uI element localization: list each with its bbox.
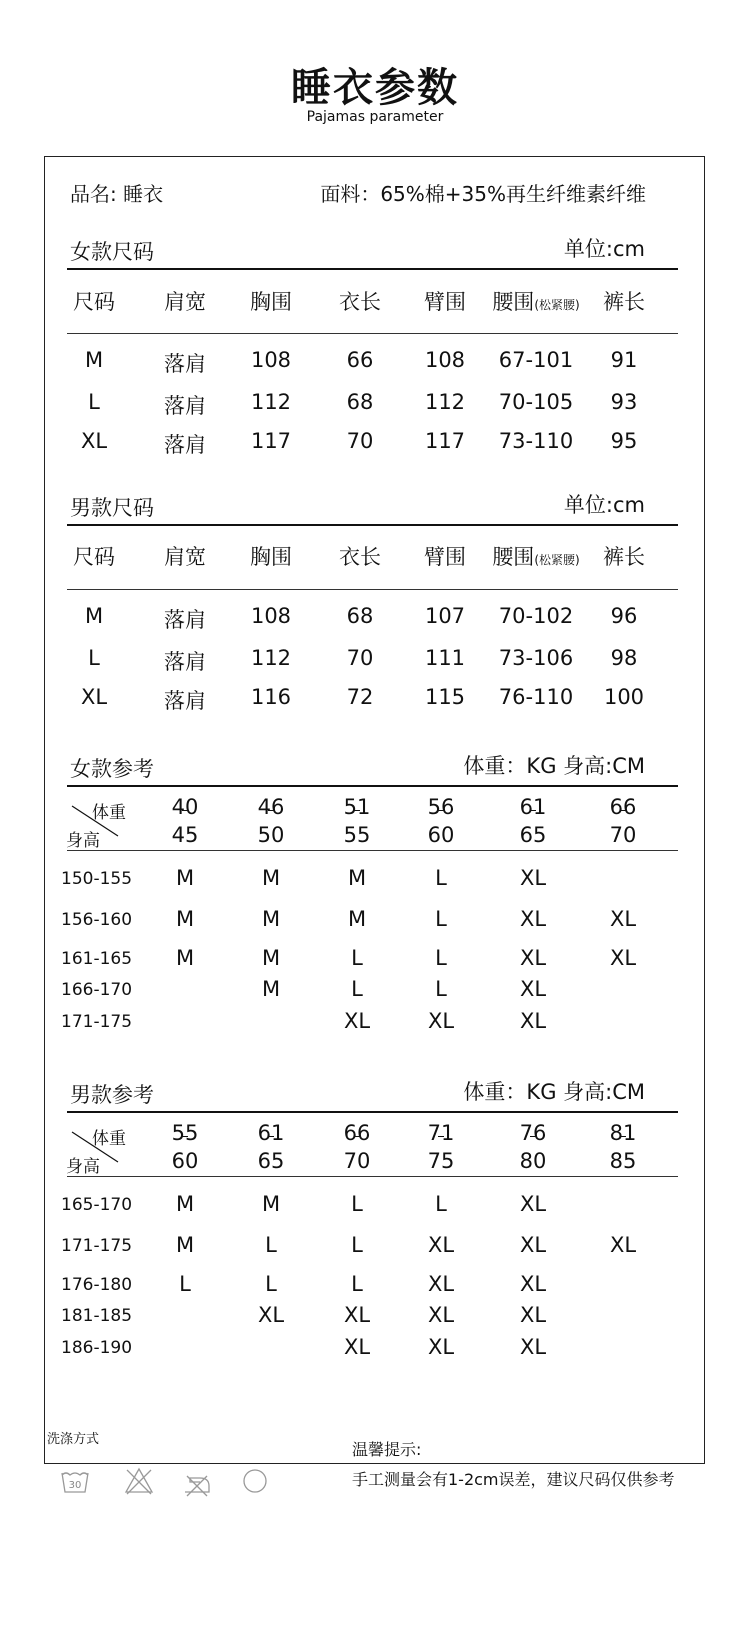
- weight-range-high: 85: [609, 1149, 637, 1173]
- size-cell: XL: [257, 1303, 285, 1327]
- table-cell: M: [84, 604, 104, 628]
- page-subtitle: Pajamas parameter: [306, 109, 444, 125]
- size-cell: M: [261, 866, 281, 890]
- divider: [67, 850, 678, 851]
- size-cell: XL: [519, 946, 547, 970]
- table-cell: 68: [346, 390, 374, 414]
- divider: [67, 268, 678, 270]
- table-cell: 100: [603, 685, 645, 709]
- column-header-waist: [476, 286, 596, 316]
- corner-height-label: 身高: [66, 1157, 100, 1177]
- size-cell: L: [351, 977, 363, 1001]
- corner-height-label: 身高: [66, 831, 100, 851]
- size-cell: L: [265, 1233, 277, 1257]
- size-cell: XL: [519, 1272, 547, 1296]
- table-cell: 66: [346, 348, 374, 372]
- divider: [67, 1111, 678, 1113]
- fabric-info: 面料：65%棉+35%再生纤维素纤维: [320, 182, 646, 206]
- weight-range-high: 80: [519, 1149, 547, 1173]
- size-cell: XL: [343, 1009, 371, 1033]
- waist-note: (松紧腰): [534, 298, 580, 312]
- weight-range-low: 76: [519, 1121, 547, 1145]
- tips-text: 手工测量会有1-2cm误差，建议尺码仅供参考: [352, 1470, 675, 1489]
- table-cell: 116: [250, 685, 292, 709]
- column-header: 臂围: [424, 290, 466, 314]
- table-cell: 96: [610, 604, 638, 628]
- table-cell: 115: [424, 685, 466, 709]
- height-range: 166-170: [61, 980, 133, 1000]
- weight-range-high: 45: [171, 823, 199, 847]
- table-cell: 73-110: [498, 429, 574, 453]
- corner-weight-label: 体重: [92, 1129, 126, 1149]
- men-ref-title: 男款参考: [70, 1083, 154, 1107]
- wash-temp: 30: [68, 1480, 82, 1491]
- range-dash: [268, 810, 274, 811]
- table-cell: L: [88, 390, 100, 414]
- size-cell: M: [261, 907, 281, 931]
- size-cell: M: [175, 907, 195, 931]
- table-cell: 68: [346, 604, 374, 628]
- size-cell: XL: [427, 1009, 455, 1033]
- care-title: 洗涤方式: [47, 1432, 100, 1447]
- weight-range-low: 81: [609, 1121, 637, 1145]
- size-cell: XL: [427, 1272, 455, 1296]
- range-dash: [268, 1136, 274, 1137]
- height-range: 171-175: [61, 1012, 133, 1032]
- size-cell: XL: [427, 1303, 455, 1327]
- size-cell: M: [261, 1192, 281, 1216]
- size-cell: M: [261, 946, 281, 970]
- size-cell: XL: [519, 1233, 547, 1257]
- men-size-unit: 单位:cm: [563, 493, 645, 517]
- range-dash: [354, 1136, 360, 1137]
- size-cell: XL: [343, 1303, 371, 1327]
- divider: [67, 785, 678, 787]
- tips-title: 温馨提示:: [352, 1440, 422, 1459]
- height-range: 156-160: [61, 910, 133, 930]
- range-dash: [182, 1136, 188, 1137]
- table-cell: 70: [346, 646, 374, 670]
- weight-range-low: 51: [343, 795, 371, 819]
- table-cell: 108: [250, 604, 292, 628]
- size-cell: L: [435, 946, 447, 970]
- size-cell: XL: [609, 1233, 637, 1257]
- corner-weight-label: 体重: [92, 803, 126, 823]
- range-dash: [182, 810, 188, 811]
- table-cell: 73-106: [498, 646, 574, 670]
- size-cell: XL: [519, 1009, 547, 1033]
- column-header: 尺码: [73, 290, 115, 314]
- height-range: 161-165: [61, 949, 133, 969]
- weight-range-low: 66: [609, 795, 637, 819]
- table-cell: 70-105: [498, 390, 574, 414]
- table-cell: 95: [610, 429, 638, 453]
- size-cell: XL: [609, 946, 637, 970]
- women-ref-unit: 体重：KG 身高:CM: [463, 754, 645, 778]
- waist-note: (松紧腰): [534, 553, 580, 567]
- size-cell: XL: [519, 977, 547, 1001]
- range-dash: [620, 1136, 626, 1137]
- size-cell: L: [179, 1272, 191, 1296]
- table-cell: 111: [424, 646, 466, 670]
- table-cell: XL: [80, 429, 108, 453]
- table-cell: 107: [424, 604, 466, 628]
- size-cell: L: [435, 907, 447, 931]
- table-cell: 70-102: [498, 604, 574, 628]
- weight-range-high: 60: [427, 823, 455, 847]
- table-cell: 72: [346, 685, 374, 709]
- table-cell: L: [88, 646, 100, 670]
- table-cell: 落肩: [164, 394, 206, 418]
- table-cell: 70: [346, 429, 374, 453]
- size-cell: M: [175, 1233, 195, 1257]
- page-title: 睡衣参数: [291, 65, 459, 111]
- size-cell: XL: [519, 1335, 547, 1359]
- table-cell: 落肩: [164, 352, 206, 376]
- no-bleach-icon: [124, 1466, 154, 1496]
- divider: [67, 1176, 678, 1177]
- table-cell: 112: [250, 646, 292, 670]
- table-cell: 108: [424, 348, 466, 372]
- weight-range-high: 75: [427, 1149, 455, 1173]
- table-cell: 落肩: [164, 608, 206, 632]
- weight-range-low: 61: [519, 795, 547, 819]
- range-dash: [620, 810, 626, 811]
- column-header: 臂围: [424, 545, 466, 569]
- size-cell: XL: [427, 1335, 455, 1359]
- men-ref-unit: 体重：KG 身高:CM: [463, 1080, 645, 1104]
- column-header: 肩宽: [164, 290, 206, 314]
- weight-range-low: 66: [343, 1121, 371, 1145]
- column-header-label: 腰围: [492, 290, 535, 314]
- table-cell: 落肩: [164, 433, 206, 457]
- table-cell: 91: [610, 348, 638, 372]
- column-header: 胸围: [250, 290, 292, 314]
- table-cell: 落肩: [164, 689, 206, 713]
- size-cell: L: [351, 946, 363, 970]
- height-range: 171-175: [61, 1236, 133, 1256]
- table-cell: M: [84, 348, 104, 372]
- no-iron-icon: [182, 1468, 212, 1498]
- weight-range-low: 56: [427, 795, 455, 819]
- size-cell: M: [175, 1192, 195, 1216]
- divider: [67, 589, 678, 590]
- divider: [67, 333, 678, 334]
- size-cell: M: [261, 977, 281, 1001]
- size-cell: L: [435, 977, 447, 1001]
- height-range: 186-190: [61, 1338, 133, 1358]
- column-header: 肩宽: [164, 545, 206, 569]
- size-cell: XL: [519, 1303, 547, 1327]
- product-name: 品名: 睡衣: [70, 182, 164, 206]
- size-cell: XL: [519, 907, 547, 931]
- weight-range-high: 60: [171, 1149, 199, 1173]
- range-dash: [438, 1136, 444, 1137]
- size-cell: L: [351, 1272, 363, 1296]
- size-cell: M: [347, 866, 367, 890]
- table-cell: 117: [250, 429, 292, 453]
- weight-range-low: 71: [427, 1121, 455, 1145]
- table-cell: 67-101: [498, 348, 574, 372]
- women-size-unit: 单位:cm: [563, 237, 645, 261]
- weight-range-low: 55: [171, 1121, 199, 1145]
- size-cell: M: [175, 946, 195, 970]
- wash-30-icon: [60, 1466, 90, 1496]
- weight-range-high: 55: [343, 823, 371, 847]
- column-header-waist: [476, 541, 596, 571]
- size-cell: XL: [427, 1233, 455, 1257]
- size-cell: M: [347, 907, 367, 931]
- tumble-dry-icon: [240, 1466, 270, 1496]
- column-header: 胸围: [250, 545, 292, 569]
- height-range: 176-180: [61, 1275, 133, 1295]
- weight-range-high: 65: [257, 1149, 285, 1173]
- height-range: 150-155: [61, 869, 133, 889]
- range-dash: [354, 810, 360, 811]
- weight-range-high: 70: [343, 1149, 371, 1173]
- table-cell: XL: [80, 685, 108, 709]
- table-cell: 76-110: [498, 685, 574, 709]
- range-dash: [438, 810, 444, 811]
- men-size-title: 男款尺码: [70, 496, 154, 520]
- table-cell: 93: [610, 390, 638, 414]
- height-range: 181-185: [61, 1306, 133, 1326]
- table-cell: 108: [250, 348, 292, 372]
- column-header: 衣长: [339, 290, 381, 314]
- size-cell: XL: [609, 907, 637, 931]
- size-cell: L: [351, 1233, 363, 1257]
- height-range: 165-170: [61, 1195, 133, 1215]
- table-cell: 98: [610, 646, 638, 670]
- size-cell: M: [175, 866, 195, 890]
- weight-range-low: 46: [257, 795, 285, 819]
- column-header: 裤长: [603, 545, 645, 569]
- women-ref-title: 女款参考: [70, 757, 154, 781]
- table-cell: 112: [424, 390, 466, 414]
- weight-range-low: 61: [257, 1121, 285, 1145]
- table-cell: 112: [250, 390, 292, 414]
- column-header-label: 腰围: [492, 545, 535, 569]
- table-cell: 落肩: [164, 650, 206, 674]
- range-dash: [530, 1136, 536, 1137]
- size-cell: L: [265, 1272, 277, 1296]
- column-header: 衣长: [339, 545, 381, 569]
- size-cell: L: [435, 1192, 447, 1216]
- divider: [67, 524, 678, 526]
- column-header: 尺码: [73, 545, 115, 569]
- size-cell: L: [435, 866, 447, 890]
- size-cell: XL: [519, 1192, 547, 1216]
- weight-range-high: 65: [519, 823, 547, 847]
- size-cell: L: [351, 1192, 363, 1216]
- weight-range-high: 70: [609, 823, 637, 847]
- size-cell: XL: [519, 866, 547, 890]
- size-cell: XL: [343, 1335, 371, 1359]
- weight-range-low: 40: [171, 795, 199, 819]
- weight-range-high: 50: [257, 823, 285, 847]
- women-size-title: 女款尺码: [70, 240, 154, 264]
- column-header: 裤长: [603, 290, 645, 314]
- range-dash: [530, 810, 536, 811]
- table-cell: 117: [424, 429, 466, 453]
